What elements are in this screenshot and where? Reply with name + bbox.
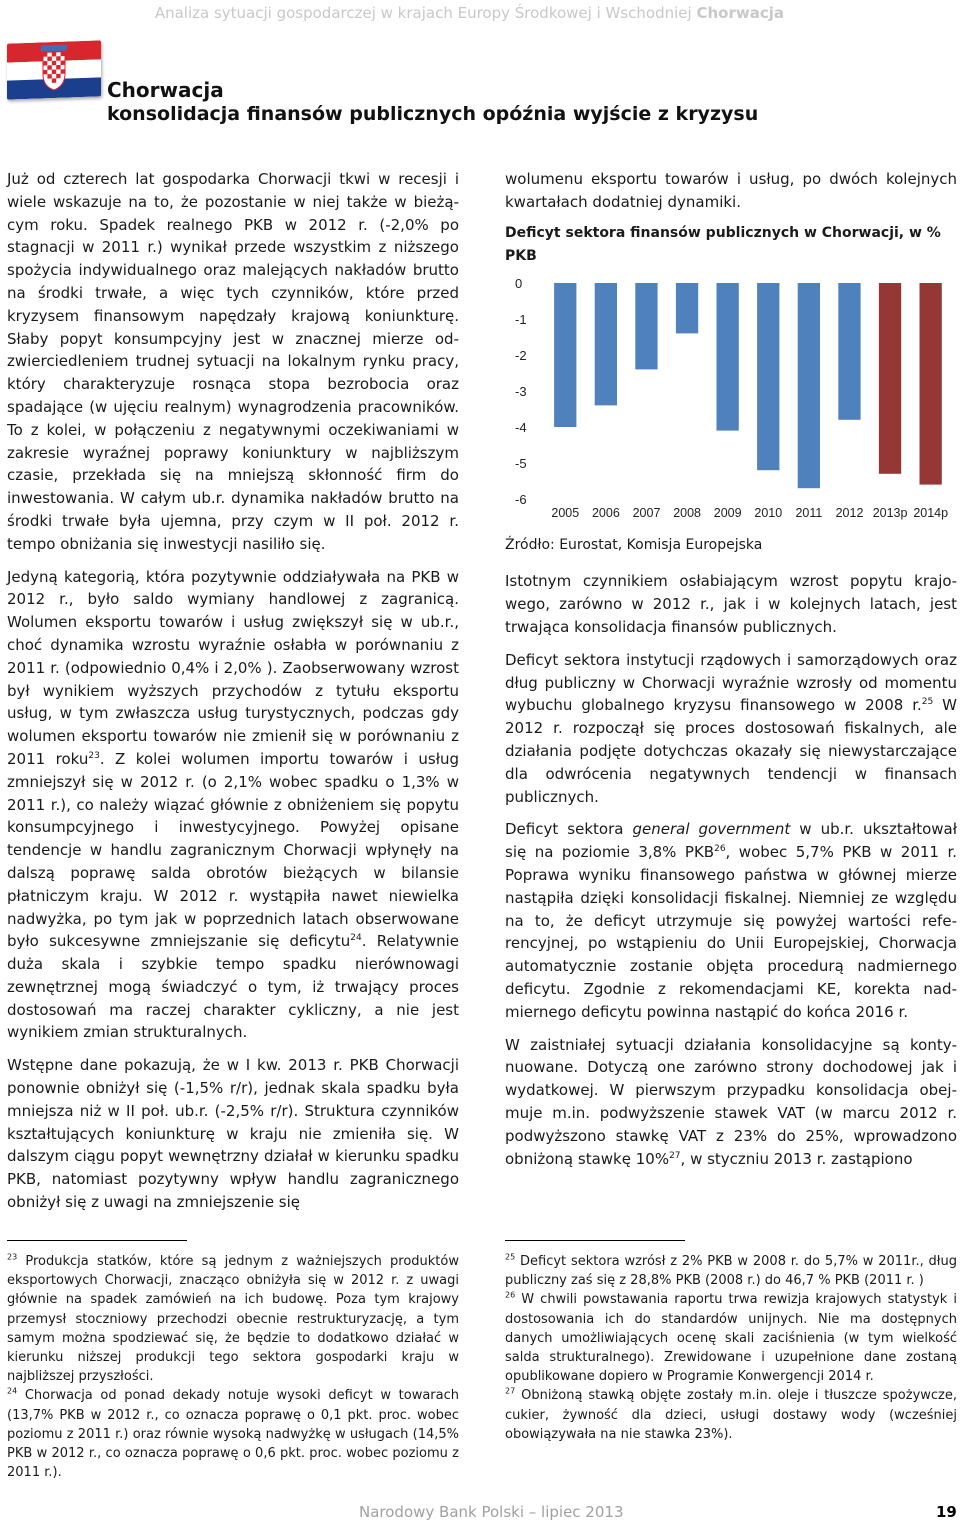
footnotes-right [505,1252,957,1444]
paragraph [505,818,957,1023]
paragraph: Już od czterech lat gospodarka Chorwacji tkwi w recesji i wiele wskazuje na to, że pozostanie w niej także w bieżącym roku. Spadek realnego PKB w 2012 r. (-2,0% po stagnacji w 2011 r.) wynikał przede wszystkim z niższego spożycia indywidualnego oraz malejących nakładów brutto na środki trwałe, a więc tych czynników, które przed kryzysem finansowym napędzały krajową koniunkturę. Słaby popyt konsumpcyjny jest w znacznej mierze odzwierciedleniem trudnej sytuacji na lokalnym rynku pracy, który charakteryzuje rosnąca stopa bezrobocia oraz spadające (w ujęciu realnym) wynagrodzenia pracowników. To z kolei, w połączeniu z negatywnymi oczekiwaniami w zakresie wyraźnej poprawy koniunktury w najbliższym czasie, przekłada się na mniejszą skłonność firm do inwestowania. W całym ub.r. dynamika nakładów brutto na środki trwałe była ujemna, przy czym w II poł. 2012 r. tempo obniżania się inwestycji nasiliło się. [7,170,459,553]
chart-title: Deficyt sektora finansów publicznych w Chorwacji, w % PKB [505,224,941,264]
x-tick-label: 2010 [754,505,783,520]
footnote [7,1252,459,1386]
footnote [7,1386,459,1482]
paragraph-text: , w styczniu 2013 r. zastąpiono [680,1149,913,1168]
x-tick-label: 2006 [591,505,620,520]
running-header-title: Analiza sytuacji gospodarczej w krajach Europy Środkowej i Wschodniej [154,4,692,22]
bar-2013p [879,283,901,474]
paragraph-text: Jedyną kategorią, która pozytywnie oddziaływała na PKB w 2012 r., było saldo wymiany handlowej z zagranicą. Wolumen eksportu towarów i usług zwiększył się w ub.r., choć dynamika wzrostu wyraźnie osłabła w porównaniu z 2011 r. (odpowiednio 0,4% i 2,0% ). Zaobserwowany wzrost był wynikiem wyższych przychodów z tytułu eksportu usług, w tym zwłaszcza usług turystycznych, podczas gdy wolumen eksportu towarów nie zmienił się w porównaniu z 2011 roku [7,567,459,768]
paragraph-text: W 2012 r. rozpoczął się proces dostosowań fiskalnych, ale działania podjęte dotychczas okazały się niewystarczające dla odwrócenia negatywnych tendencji w finansach publicznych. [505,696,957,806]
y-tick-label: -1 [515,311,527,327]
bar-2009 [717,283,739,431]
paragraph-text: , wobec 5,7% PKB w 2011 r. Poprawa wyniku finansowego państwa w głównej mierze nastąpiła dzięki konsolidacji fiskalnej. Niemniej ze względu na to, że deficyt utrzymuje się powyżej wartości referencyjnej, po wstąpieniu do Unii Europejskiej, Chorwacja automatycznie zostanie objęta procedurą nadmiernego deficytu. Zgodnie z rekomendacjami KE, korekta nadmiernego deficytu powinna nastąpić do końca 2016 r. [505,843,957,1021]
x-tick-label: 2013p [872,505,908,520]
bar-2011 [798,283,820,488]
bar-2014p [920,283,942,485]
page-number: 19 [936,1503,957,1521]
footnote-number: 26 [505,1291,516,1301]
paragraph [505,649,957,809]
y-tick-label: -2 [515,347,527,363]
y-tick-label: -4 [515,419,527,435]
running-header [0,4,784,22]
publisher-line: Narodowy Bank Polski – lipiec 2013 [359,1503,624,1521]
paragraph [7,566,459,1045]
footnotes-left [7,1252,459,1482]
y-tick-label: 0 [515,275,523,291]
bar-2012 [838,283,860,420]
bar-2007 [635,283,657,369]
paragraph: Istotnym czynnikiem osłabiającym wzrost popytu krajowego, zarówno w 2012 r., jak i w kolejnych latach, jest trwająca konsolidacja finansów publicznych. [505,572,957,636]
x-tick-label: 2009 [713,505,742,520]
y-tick-label: -3 [515,383,527,399]
footnote-ref[interactable]: 27 [669,1150,681,1161]
deficit-bar-chart [505,274,957,524]
chart-source: Źródło: Eurostat, Komisja Europejska [505,536,763,553]
footnote-number: 27 [505,1387,516,1397]
footnote [505,1252,957,1290]
bar-2005 [554,283,576,427]
page-footer [0,1503,960,1525]
bar-2010 [757,283,779,470]
footnote [505,1290,957,1386]
article-title [107,78,758,127]
x-tick-label: 2007 [632,505,661,520]
paragraph-text: . Relatywnie duża skala i szybkie tempo spadku nierównowagi zewnętrznej mogą świadczyć o tym, iż trwający proces dostosowań ma raczej charakter cykliczny, a nie jest wynikiem zmian strukturalnych. [7,932,459,1042]
footnote-number: 23 [7,1252,18,1262]
footnote [505,1386,957,1444]
footnote-ref[interactable]: 24 [350,933,362,944]
paragraph-text: . Z kolei wolumen importu towarów i usług zmniejszył się w 2012 r. (o 2,1% wobec spadku o 1,3% w 2011 r.), co należy wiązać głównie z obniżeniem się popytu konsumpcyjnego i inwestycyjnego. Powyżej opisane tendencje w handlu zagranicznym Chorwacji wpłynęły na dalszą poprawę salda obrotów bieżących w bilansie płatniczym kraju. W 2012 r. wystąpiła nawet niewielka nadwyżka, po tym jak w poprzednich latach obserwowane było sukcesywne zmniejszanie się deficytu [7,749,459,951]
title-country: Chorwacja [107,78,224,102]
paragraph-text: w ub.r. ukształtował się na poziomie 3,8% PKB [505,820,957,862]
x-tick-label: 2005 [551,505,580,520]
paragraph-emphasis: general government [632,820,791,839]
right-column [505,168,957,1170]
x-tick-label: 2014p [913,505,949,520]
y-tick-label: -6 [515,491,527,507]
footnote-divider [7,1240,187,1241]
paragraph: Wstępne dane pokazują, że w I kw. 2013 r. PKB Chorwacji ponownie obniżył się (-1,5% r/r), jednak skala spadku była mniejsza niż w II poł. ub.r. (-2,5% r/r). Struktura czynników kształtujących koniunkturę w kraju nie zmieniła się. W dalszym ciągu popyt wewnętrzny działał w kierunku spadku PKB, natomiast pozytywny wpływ handlu zagranicznego obniżył się z uwagi na zmniejszenie się [7,1056,459,1212]
footnote-text: Chorwacja od ponad dekady notuje wysoki deficyt w towarach (13,7% PKB w 2012 r., co oznacza poprawę o 0,1 pkt. proc. wobec poziomu z 2011 r.) oraz równie wysoką nadwyżkę w usługach (14,5% PKB w 2012 r., co oznacza poprawę o 0,6 pkt. proc. wobec poziomu z 2011 r.). [7,1388,459,1481]
footnote-ref[interactable]: 26 [714,844,726,855]
paragraph-text: W zaistniałej sytuacji działania konsolidacyjne są kontynuowane. Dotyczą one zarówno strony dochodowej jak i wydatkowej. W pierwszym przypadku konsolidacja obejmuje m.in. podwyższenie stawek VAT (w marcu 2012 r. podwyższono stawkę VAT z 23% do 25%, wprowadzono obniżoną stawkę 10% [505,1035,957,1168]
x-tick-label: 2008 [673,505,702,520]
footnote-number: 24 [7,1387,18,1397]
footnote-ref[interactable]: 23 [88,750,100,761]
left-column [7,168,459,1214]
bar-2008 [676,283,698,333]
croatian-flag-icon [7,40,101,99]
footnote-text: Produkcja statków, które są jednym z ważniejszych produktów eksportowych Chorwacji, znacząco obniżyła się w 2012 r. z uwagi głównie na spadek zamówień na ich budowę. Poza tym krajowy przemysł stoczniowy przechodzi obecnie restrukturyzację, a tym samym można spodziewać się, że będzie to dodatkowo działać w kierunku niższej produkcji tego sektora gospodarki kraju w najbliższej przyszłości. [7,1254,459,1385]
bar-2006 [595,283,617,405]
footnote-text: Obniżoną stawką objęte zostały m.in. oleje i tłuszcze spożywcze, cukier, żywność dla dzieci, usługi dostawy wody (wcześniej obowiązywała na nie stawka 23%). [505,1388,957,1442]
footnote-text: Deficyt sektora wzrósł z 2% PKB w 2008 r. do 5,7% w 2011r., dług publiczny zaś się z 28,8% PKB (2008 r.) do 46,7 % PKB (2011 r. ) [505,1254,957,1289]
footnote-divider [505,1240,685,1241]
paragraph: wolumenu eksportu towarów i usług, po dwóch kolejnych kwartałach dodatniej dynamiki. [505,170,957,211]
paragraph-text: Deficyt sektora [505,820,633,839]
y-tick-label: -5 [515,455,527,471]
x-tick-label: 2012 [835,505,864,520]
title-headline: konsolidacja finansów publicznych opóźnia wyjście z kryzysu [107,103,759,125]
running-header-country: Chorwacja [696,4,784,22]
footnote-text: W chwili powstawania raportu trwa rewizja krajowych statystyk i dostosowania ich do standardów unijnych. Nie ma dostępnych danych umożliwiających ocenę skali zaciśnienia (w tym wielkość salda strukturalnego). Zrewidowane i uzupełnione dane zostaną opublikowane dopiero w Programie Konwergencji 2014 r. [505,1292,957,1385]
deficit-chart [505,274,957,524]
paragraph [505,1034,957,1171]
footnote-ref[interactable]: 25 [921,697,934,708]
footnote-number: 25 [505,1252,516,1262]
x-tick-label: 2011 [795,505,823,520]
paragraph-text: Deficyt sektora instytucji rządowych i samorządowych oraz dług publiczny w Chorwacji wyraźnie wzrosły od momentu wybuchu globalnego kryzysu finansowego w 2008 r. [505,650,957,715]
